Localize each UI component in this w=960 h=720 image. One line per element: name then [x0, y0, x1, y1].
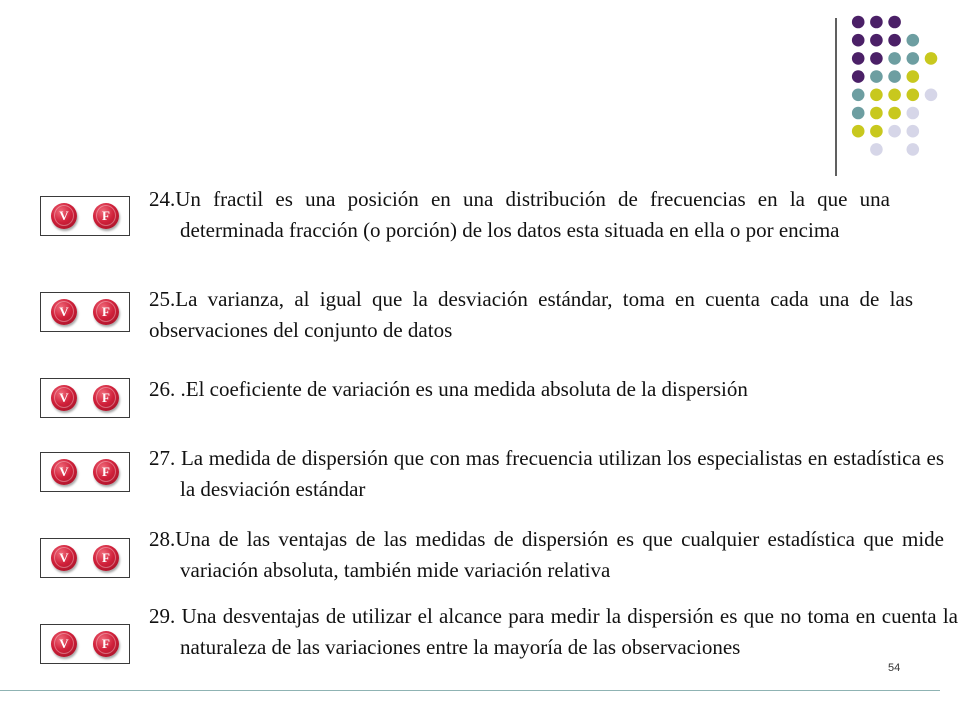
question-number: 24 [149, 187, 170, 211]
question-body: La varianza, al igual que la desviación estándar, toma en cuenta cada una de las observaciones del conjunto de datos [149, 287, 913, 342]
decor-dot [870, 143, 883, 156]
decor-dot [907, 125, 920, 138]
false-button[interactable]: F [93, 545, 119, 571]
decor-dot [852, 125, 865, 138]
decor-dot [888, 34, 901, 47]
answer-box [40, 452, 130, 492]
decor-dot [870, 16, 883, 29]
true-button[interactable]: V [51, 203, 77, 229]
question-body: La medida de dispersión que con mas frecuencia utilizan los especialistas en estadística es la desviación estándar [180, 446, 944, 501]
decor-dot [907, 107, 920, 120]
false-button[interactable]: F [93, 631, 119, 657]
decor-dot [852, 16, 865, 29]
answer-box [40, 624, 130, 664]
false-button[interactable]: F [93, 385, 119, 411]
question-number: 29 [149, 604, 170, 628]
decor-dot [870, 52, 883, 65]
decor-dot [907, 70, 920, 83]
decor-dot [888, 16, 901, 29]
footer-divider [0, 690, 940, 691]
question-29 [40, 604, 958, 700]
question-body: .El coeficiente de variación es una medida absoluta de la dispersión [180, 377, 748, 401]
decor-dot [888, 89, 901, 102]
question-text [149, 284, 913, 346]
number-separator: . [170, 604, 182, 628]
page-number: 54 [888, 662, 901, 674]
answer-box [40, 196, 130, 236]
false-button[interactable]: F [93, 299, 119, 325]
decor-dot [852, 70, 865, 83]
decor-dot [870, 125, 883, 138]
decor-dot [888, 70, 901, 83]
decor-dot [907, 52, 920, 65]
answer-box [40, 292, 130, 332]
decor-dot [925, 89, 938, 102]
decor-dot [852, 107, 865, 120]
decor-dot [907, 34, 920, 47]
decor-dot [852, 52, 865, 65]
question-text [149, 524, 944, 586]
true-button[interactable]: V [51, 299, 77, 325]
answer-box [40, 538, 130, 578]
question-text [149, 601, 958, 663]
question-26 [40, 374, 920, 418]
question-body: Una desventajas de utilizar el alcance para medir la dispersión es que no toma en cuenta la naturaleza de las variaciones entre la mayoría de las observaciones [180, 604, 958, 659]
decor-dot [852, 34, 865, 47]
number-separator: . [170, 187, 176, 211]
decor-dot [870, 70, 883, 83]
number-separator: . [170, 377, 181, 401]
decor-dot [870, 34, 883, 47]
dot-matrix [852, 16, 937, 156]
true-button[interactable]: V [51, 631, 77, 657]
question-text [149, 374, 919, 405]
question-body: Una de las ventajas de las medidas de dispersión es que cualquier estadística que mide variación absoluta, también mide variación relativa [175, 527, 944, 582]
question-28 [40, 527, 944, 594]
decor-dot [888, 52, 901, 65]
question-text [149, 443, 944, 505]
number-separator: . [170, 287, 176, 311]
decor-dot [852, 89, 865, 102]
number-separator: . [170, 527, 176, 551]
question-text [149, 184, 890, 246]
true-button[interactable]: V [51, 385, 77, 411]
true-button[interactable]: V [51, 459, 77, 485]
false-button[interactable]: F [93, 203, 119, 229]
decor-dot [907, 143, 920, 156]
decor-dot [870, 107, 883, 120]
question-24 [40, 187, 920, 282]
question-number: 27 [149, 446, 170, 470]
decor-dot [888, 125, 901, 138]
question-number: 28 [149, 527, 170, 551]
answer-box [40, 378, 130, 418]
false-button[interactable]: F [93, 459, 119, 485]
decor-dot [888, 107, 901, 120]
question-number: 25 [149, 287, 170, 311]
question-body: Un fractil es una posición en una distribución de frecuencias en la que una determinada fracción (o porción) de los datos esta situada en ella o por encima [175, 187, 890, 242]
question-27 [40, 446, 944, 508]
number-separator: . [170, 446, 181, 470]
decor-dot [870, 89, 883, 102]
question-number: 26 [149, 377, 170, 401]
decor-dot [925, 52, 938, 65]
true-button[interactable]: V [51, 545, 77, 571]
question-25 [40, 288, 920, 348]
decor-dot [907, 89, 920, 102]
